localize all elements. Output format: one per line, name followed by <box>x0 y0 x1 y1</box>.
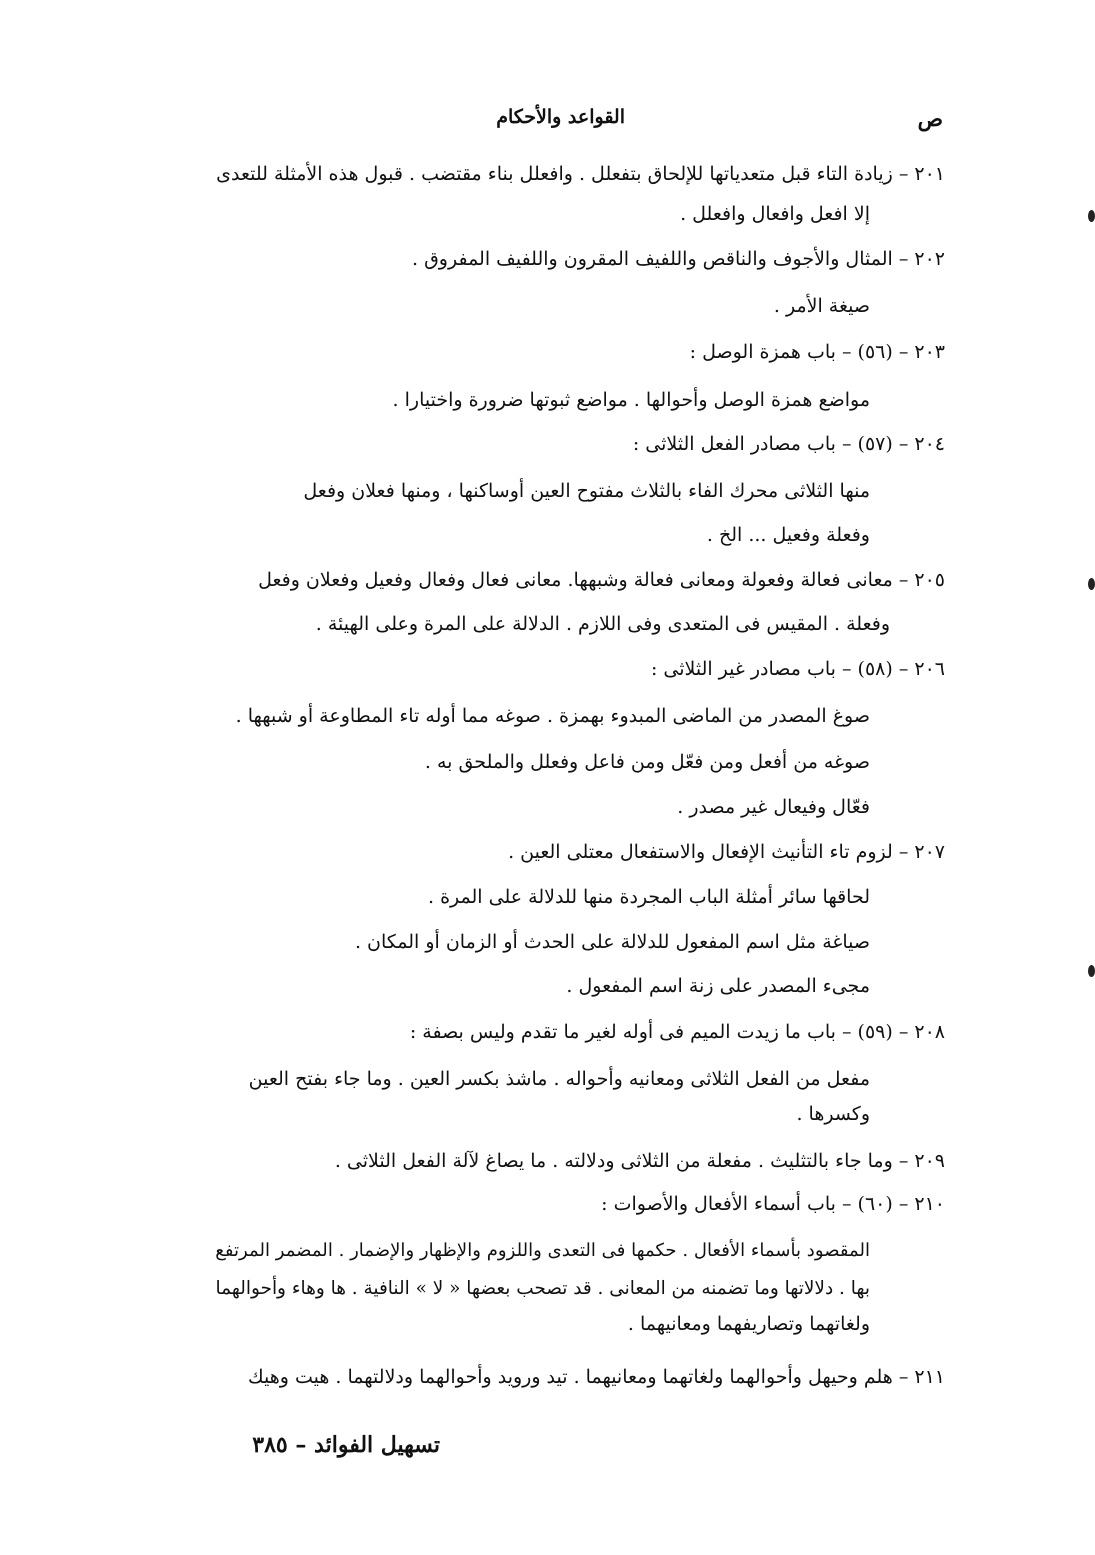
entry-208-line-2: مفعل من الفعل الثلاثى ومعانيه وأحواله . ماشذ بكسر العين . وما جاء بفتح العين <box>248 1068 870 1090</box>
scan-mark <box>1088 965 1095 977</box>
scan-mark <box>1088 210 1095 222</box>
entry-204-heading: ٢٠٤ – (٥٧) – باب مصادر الفعل الثلاثى : <box>632 433 945 455</box>
entry-206-line-4: فعّال وفيعال غير مصدر . <box>677 796 870 818</box>
entry-201-line-2: إلا افعل وافعال وافعلل . <box>680 203 870 225</box>
entry-201-line-1: ٢٠١ – زيادة التاء قبل متعدياتها للإلحاق بتفعلل . وافعلل بناء مقتضب . قبول هذه الأمثلة للتعدى <box>216 163 945 185</box>
entry-209-line-1: ٢٠٩ – وما جاء بالتثليث . مفعلة من الثلاثى ودلالته . ما يصاغ لآلة الفعل الثلاثى . <box>334 1150 945 1172</box>
entry-202-line-2: صيغة الأمر . <box>773 295 870 317</box>
entry-211-line-1: ٢١١ – هلم وحيهل وأحوالهما ولغاتهما ومعانيهما . تيد ورويد وأحوالهما ودلالتهما . هيت وهيك <box>248 1366 945 1388</box>
entry-208-heading: ٢٠٨ – (٥٩) – باب ما زيدت الميم فى أوله لغير ما تقدم وليس بصفة : <box>409 1021 945 1043</box>
entry-207-line-2: لحاقها سائر أمثلة الباب المجردة منها للدلالة على المرة . <box>428 886 870 908</box>
entry-206-line-2: صوغ المصدر من الماضى المبدوء بهمزة . صوغه مما أوله تاء المطاوعة أو شبهها . <box>235 705 870 727</box>
entry-206-line-3: صوغه من أفعل ومن فعّل ومن فاعل وفعلل والملحق به . <box>424 751 870 773</box>
page-title: القواعد والأحكام <box>496 106 625 128</box>
entry-210-line-3: بها . دلالاتها وما تضمنه من المعانى . قد تصحب بعضها « لا » النافية . ها وهاء وأحوالهما <box>215 1278 870 1299</box>
entry-205-line-1: ٢٠٥ – معانى فعالة وفعولة ومعانى فعالة وشبهها. معانى فعال وفعال وفعيل وفعلان وفعل <box>258 569 945 591</box>
entry-207-line-3: صياغة مثل اسم المفعول للدلالة على الحدث أو الزمان أو المكان . <box>354 931 870 953</box>
entry-204-line-2: منها الثلاثى محرك الفاء بالثلاث مفتوح العين أوساكنها ، ومنها فعلان وفعل <box>303 480 870 502</box>
entry-207-line-1: ٢٠٧ – لزوم تاء التأنيث الإفعال والاستفعال معتلى العين . <box>508 841 945 863</box>
entry-210-line-2: المقصود بأسماء الأفعال . حكمها فى التعدى واللزوم والإظهار والإضمار . المضمر المرتفع <box>215 1240 870 1261</box>
entry-205-line-2: وفعلة . المقيس فى المتعدى وفى اللازم . الدلالة على المرة وعلى الهيئة . <box>315 613 890 635</box>
entry-204-line-3: وفعلة وفعيل ... الخ . <box>706 524 870 546</box>
scan-mark <box>1088 578 1095 590</box>
page-footer: تسهيل الفوائد – ٣٨٥ <box>252 1432 440 1458</box>
entry-208-line-3: وكسرها . <box>796 1103 870 1125</box>
entry-203-line-2: مواضع همزة الوصل وأحوالها . مواضع ثبوتها ضرورة واختيارا . <box>392 389 870 411</box>
entry-207-line-4: مجىء المصدر على زنة اسم المفعول . <box>566 975 870 997</box>
entry-210-line-4: ولغاتهما وتصاريفهما ومعانيهما . <box>627 1313 870 1335</box>
entry-206-heading: ٢٠٦ – (٥٨) – باب مصادر غير الثلاثى : <box>650 658 945 680</box>
page-column-label: ص <box>917 106 943 131</box>
entry-202-line-1: ٢٠٢ – المثال والأجوف والناقص واللفيف المقرون واللفيف المفروق . <box>411 248 945 270</box>
entry-210-heading: ٢١٠ – (٦٠) – باب أسماء الأفعال والأصوات : <box>601 1193 945 1215</box>
entry-203-heading: ٢٠٣ – (٥٦) – باب همزة الوصل : <box>689 341 945 363</box>
